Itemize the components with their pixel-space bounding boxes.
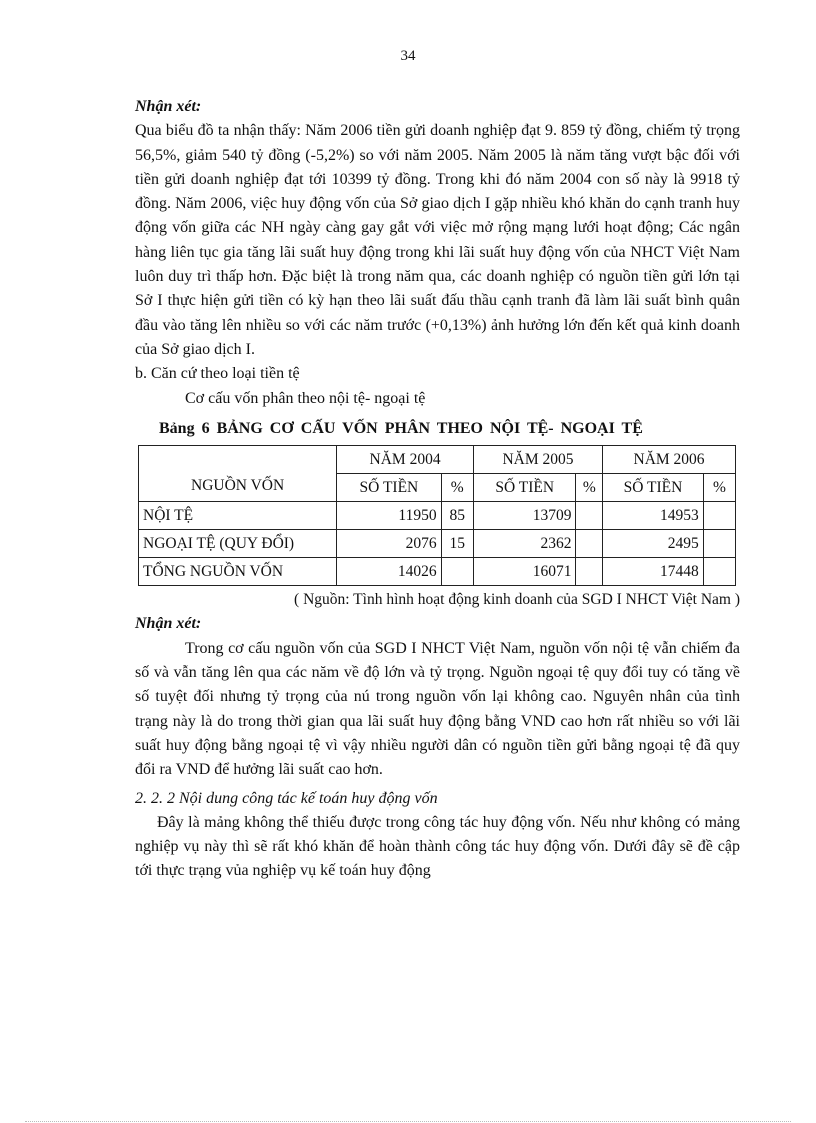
pct-2005 — [576, 502, 603, 530]
table-source-note: ( Nguồn: Tình hình hoạt động kinh doanh của SGD I NHCT Việt Nam ) — [294, 591, 740, 609]
remark-paragraph-2: Trong cơ cấu nguồn vốn của SGD I NHCT Việt Nam, nguồn vốn nội tệ vẫn chiếm đa số và vẫn tăng lên qua các năm về độ lớn và tỷ trọng. Nguồn ngoại tệ quy đổi tuy có tăng về số tuyệt đối nhưng tỷ trọng của nú trong nguồn vốn lại không cao. Nguyên nhân của tình trạng này là do trong thời gian qua lãi suất huy động bằng VND cao hơn rất nhiều so với lãi suất huy động bằng ngoại tệ vì vậy nhiều người dân có nguồn tiền gửi bằng ngoại tệ đã quy đổi ra VND để hưởng lãi suất cao hơn. — [135, 639, 740, 779]
page-bottom-border — [25, 1121, 791, 1122]
header-year-2006: NĂM 2006 — [603, 446, 736, 474]
pct-2005 — [576, 530, 603, 558]
remark-heading-2: Nhận xét: — [135, 615, 202, 633]
header-amount-2004: SỐ TIỀN — [337, 474, 441, 502]
table-row — [139, 502, 736, 530]
table-row — [139, 558, 736, 586]
header-amount-2005: SỐ TIỀN — [473, 474, 576, 502]
value-2006: 14953 — [603, 502, 704, 530]
header-source: NGUỒN VỐN — [139, 446, 337, 502]
header-amount-2006: SỐ TIỀN — [603, 474, 704, 502]
subsection-b: b. Căn cứ theo loại tiền tệ — [135, 365, 300, 383]
capital-structure-table — [138, 445, 736, 586]
header-pct-2004: % — [441, 474, 473, 502]
value-2005: 2362 — [473, 530, 576, 558]
header-year-2005: NĂM 2005 — [473, 446, 602, 474]
section-paragraph: Đây là mảng không thể thiếu được trong công tác huy động vốn. Nếu như không có mảng nghiệp vụ này thì sẽ rất khó khăn để hoàn thành công tác huy động vốn. Dưới đây sẽ đề cập tới thực trạng vủa nghiệp vụ kế toán huy động — [135, 813, 740, 880]
remark-paragraph-1: Qua biểu đồ ta nhận thấy: Năm 2006 tiền gửi doanh nghiệp đạt 9. 859 tỷ đồng, chiếm tỷ trọng 56,5%, giảm 540 tỷ đồng (-5,2%) so với năm 2005. Năm 2005 là năm tăng vượt bậc đối với tiền gửi doanh nghiệp đạt tới 10399 tỷ đồng. Trong khi đó năm 2004 con số này là 9918 tỷ đồng. Năm 2006, việc huy động vốn của Sở giao dịch I gặp nhiều khó khăn do cạnh tranh huy động vốn giữa các NH ngày càng gay gắt với việc mở rộng mạng lưới hoạt động; Các ngân hàng liên tục gia tăng lãi suất huy động trong khi lãi suất huy động vốn của NHCT Việt Nam luôn duy trì thấp hơn. Đặc biệt là trong năm qua, các doanh nghiệp có nguồn tiền gửi lớn tại Sở I thực hiện gửi tiền có kỳ hạn theo lãi suất đấu thầu cạnh tranh đã làm lãi suất bình quân đầu vào tăng lên nhiều so với các năm trước (+0,13%) ảnh hưởng lớn đến kết quả kinh doanh của Sở giao dịch I. — [135, 122, 740, 358]
page-number: 34 — [400, 48, 416, 64]
value-2004: 2076 — [337, 530, 441, 558]
header-year-2004: NĂM 2004 — [337, 446, 474, 474]
pct-2004: 85 — [441, 502, 473, 530]
table-header-row-years — [139, 446, 736, 474]
pct-2006 — [703, 558, 735, 586]
pct-2006 — [703, 502, 735, 530]
table-row — [139, 530, 736, 558]
header-pct-2005: % — [576, 474, 603, 502]
value-2006: 17448 — [603, 558, 704, 586]
section-heading: 2. 2. 2 Nội dung công tác kế toán huy động vốn — [135, 789, 438, 807]
row-name: NGOẠI TỆ (QUY ĐỔI) — [139, 530, 337, 558]
value-2004: 11950 — [337, 502, 441, 530]
value-2004: 14026 — [337, 558, 441, 586]
value-2005: 13709 — [473, 502, 576, 530]
page-content — [135, 95, 740, 884]
table-title: Bảng 6 BẢNG CƠ CẤU VỐN PHÂN THEO NỘI TỆ- NGOẠI TỆ — [159, 419, 643, 437]
row-name: TỔNG NGUỒN VỐN — [139, 558, 337, 586]
row-name: NỘI TỆ — [139, 502, 337, 530]
remark-heading-1: Nhận xét: — [135, 98, 202, 115]
pct-2004 — [441, 558, 473, 586]
subsection-b-detail: Cơ cấu vốn phân theo nội tệ- ngoại tệ — [185, 389, 426, 407]
pct-2005 — [576, 558, 603, 586]
header-pct-2006: % — [703, 474, 735, 502]
value-2006: 2495 — [603, 530, 704, 558]
pct-2004: 15 — [441, 530, 473, 558]
pct-2006 — [703, 530, 735, 558]
value-2005: 16071 — [473, 558, 576, 586]
